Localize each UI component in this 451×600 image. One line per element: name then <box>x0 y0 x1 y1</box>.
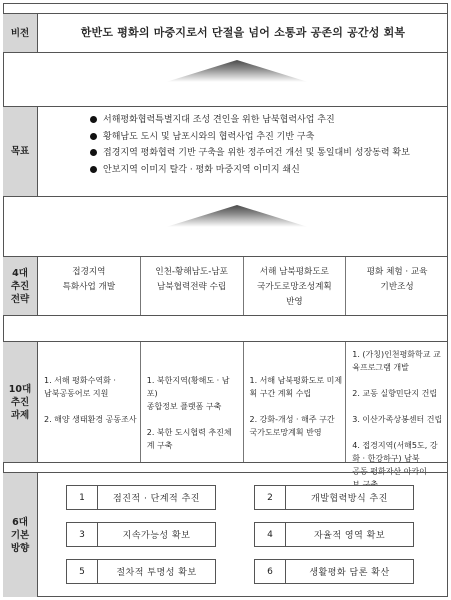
goal-item: 서해평화협력특별지대 조성 견인을 위한 남북협력사업 추진 <box>90 112 410 129</box>
vision-text: 한반도 평화의 마중지로서 단절을 넘어 소통과 공존의 공간성 회복 <box>80 26 406 39</box>
strategy-1: 접경지역 특화사업 개발 <box>62 267 116 292</box>
bullet-icon <box>90 116 97 123</box>
strategies-row <box>3 256 448 316</box>
direction-text: 생활평화 담론 확산 <box>309 568 390 578</box>
goals-row <box>3 106 448 197</box>
direction-number: 6 <box>255 560 286 583</box>
goal-item: 접경지역 평화협력 기반 구축을 위한 정주여건 개선 및 통일대비 성장동력 확보 <box>90 145 410 162</box>
bullet-icon <box>90 133 97 140</box>
upward-arrow-2 <box>166 205 308 227</box>
vision-label: 비전 <box>3 14 38 52</box>
strategy-2: 인천-황해남도-남포 남북협력전략 수립 <box>155 267 228 292</box>
task-group-2: 1. 북한지역(황해도 · 남포) 종합정보 플랫폼 구축 2. 북한 도시협력 추진체 계 구축 <box>146 376 232 450</box>
goal-item: 황해남도 도시 및 남포시와의 협력사업 추진 기반 구축 <box>90 129 410 146</box>
direction-box-2 <box>254 485 414 510</box>
task-group-1: 1. 서해 평화수역화 · 남북공동어로 지원 2. 해양 생태환경 공동조사 <box>44 376 137 424</box>
direction-text: 지속가능성 확보 <box>122 531 191 541</box>
strategy-4: 평화 체험 · 교육 기반조성 <box>366 267 428 292</box>
direction-box-4 <box>254 522 414 547</box>
direction-box-5 <box>66 559 216 584</box>
task-group-4: 1. (가칭)인천평화학교 교 육프로그램 개발 2. 교동 실향민단지 건립 3. 이산가족상봉센터 건립 4. 접경지역(서해5도, 강 화 · 한강하구) 남북 공동 평화자산 아카이 <box>352 350 443 476</box>
strategy-3: 서해 남북평화도로 국가도로망조성계획 반영 <box>257 267 332 307</box>
upward-arrow-1 <box>166 60 308 82</box>
direction-number: 3 <box>67 523 98 546</box>
direction-number: 4 <box>255 523 286 546</box>
task-group-3: 1. 서해 남북평화도로 미제 획 구간 계획 수립 2. 강화-개성 · 해주 구간 국가도로망계획 반영 <box>249 376 343 437</box>
goal-item: 안보지역 이미지 탈각 · 평화 마중지역 이미지 쇄신 <box>90 162 410 179</box>
direction-number: 1 <box>67 486 98 509</box>
direction-text: 점진적 · 단계적 추진 <box>113 494 200 504</box>
strategies-label: 4대 추진 전략 <box>3 257 38 315</box>
directions-label: 6대 기본 방향 <box>3 473 38 597</box>
vision-row <box>3 13 448 53</box>
goals-label: 목표 <box>3 107 38 196</box>
direction-text: 자율적 영역 확보 <box>313 531 386 541</box>
direction-box-6 <box>254 559 414 584</box>
goals-list <box>90 112 410 178</box>
bullet-icon <box>90 166 97 173</box>
direction-box-3 <box>66 522 216 547</box>
tasks-label: 10대 추진 과제 <box>3 342 38 462</box>
directions-row <box>3 472 448 597</box>
bullet-icon <box>90 149 97 156</box>
tasks-row <box>3 341 448 476</box>
direction-box-1 <box>66 485 216 510</box>
direction-text: 개발협력방식 추진 <box>311 494 388 504</box>
direction-text: 절차적 투명성 확보 <box>116 568 197 578</box>
direction-number: 5 <box>67 560 98 583</box>
direction-number: 2 <box>255 486 286 509</box>
